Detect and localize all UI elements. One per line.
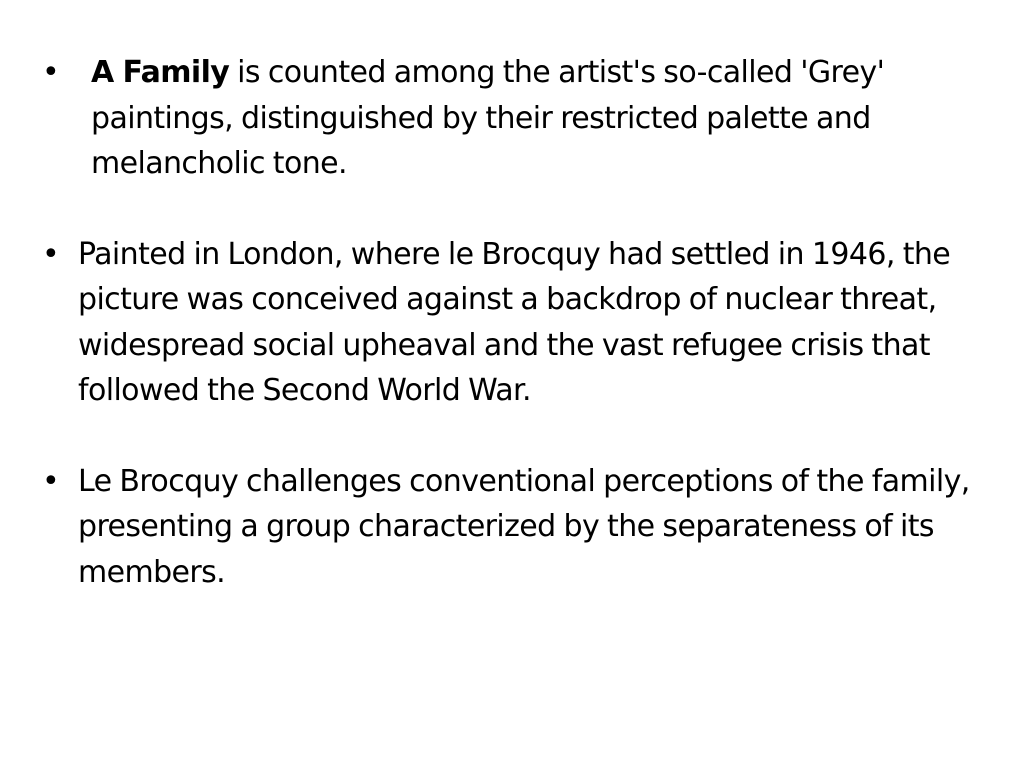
- bullet-item-3: [42, 459, 982, 596]
- bullet-item-2: [42, 232, 982, 414]
- bullet-text-3: Le Brocquy challenges conventional perceptions of the family, presenting a group characterized by the separateness of its members.: [78, 463, 970, 590]
- bullet-list: [42, 50, 982, 595]
- bullet-item-1: [42, 50, 982, 187]
- bullet-text-1: [78, 50, 982, 187]
- bullet-dot-icon: •: [42, 236, 60, 272]
- artwork-title: A Family: [91, 55, 230, 90]
- bullet-dot-icon: •: [42, 55, 60, 90]
- bullet-dot-icon: •: [42, 463, 60, 499]
- bullet-text-2: Painted in London, where le Brocquy had settled in 1946, the picture was conceived against a backdrop of nuclear threat, widespread social upheaval and the vast refugee crisis that followed the Second World War.: [78, 236, 951, 408]
- bullet-text-1-body: is counted among the artist's so-called 'Grey' paintings, distinguished by their restricted palette and melancholic tone.: [91, 55, 885, 181]
